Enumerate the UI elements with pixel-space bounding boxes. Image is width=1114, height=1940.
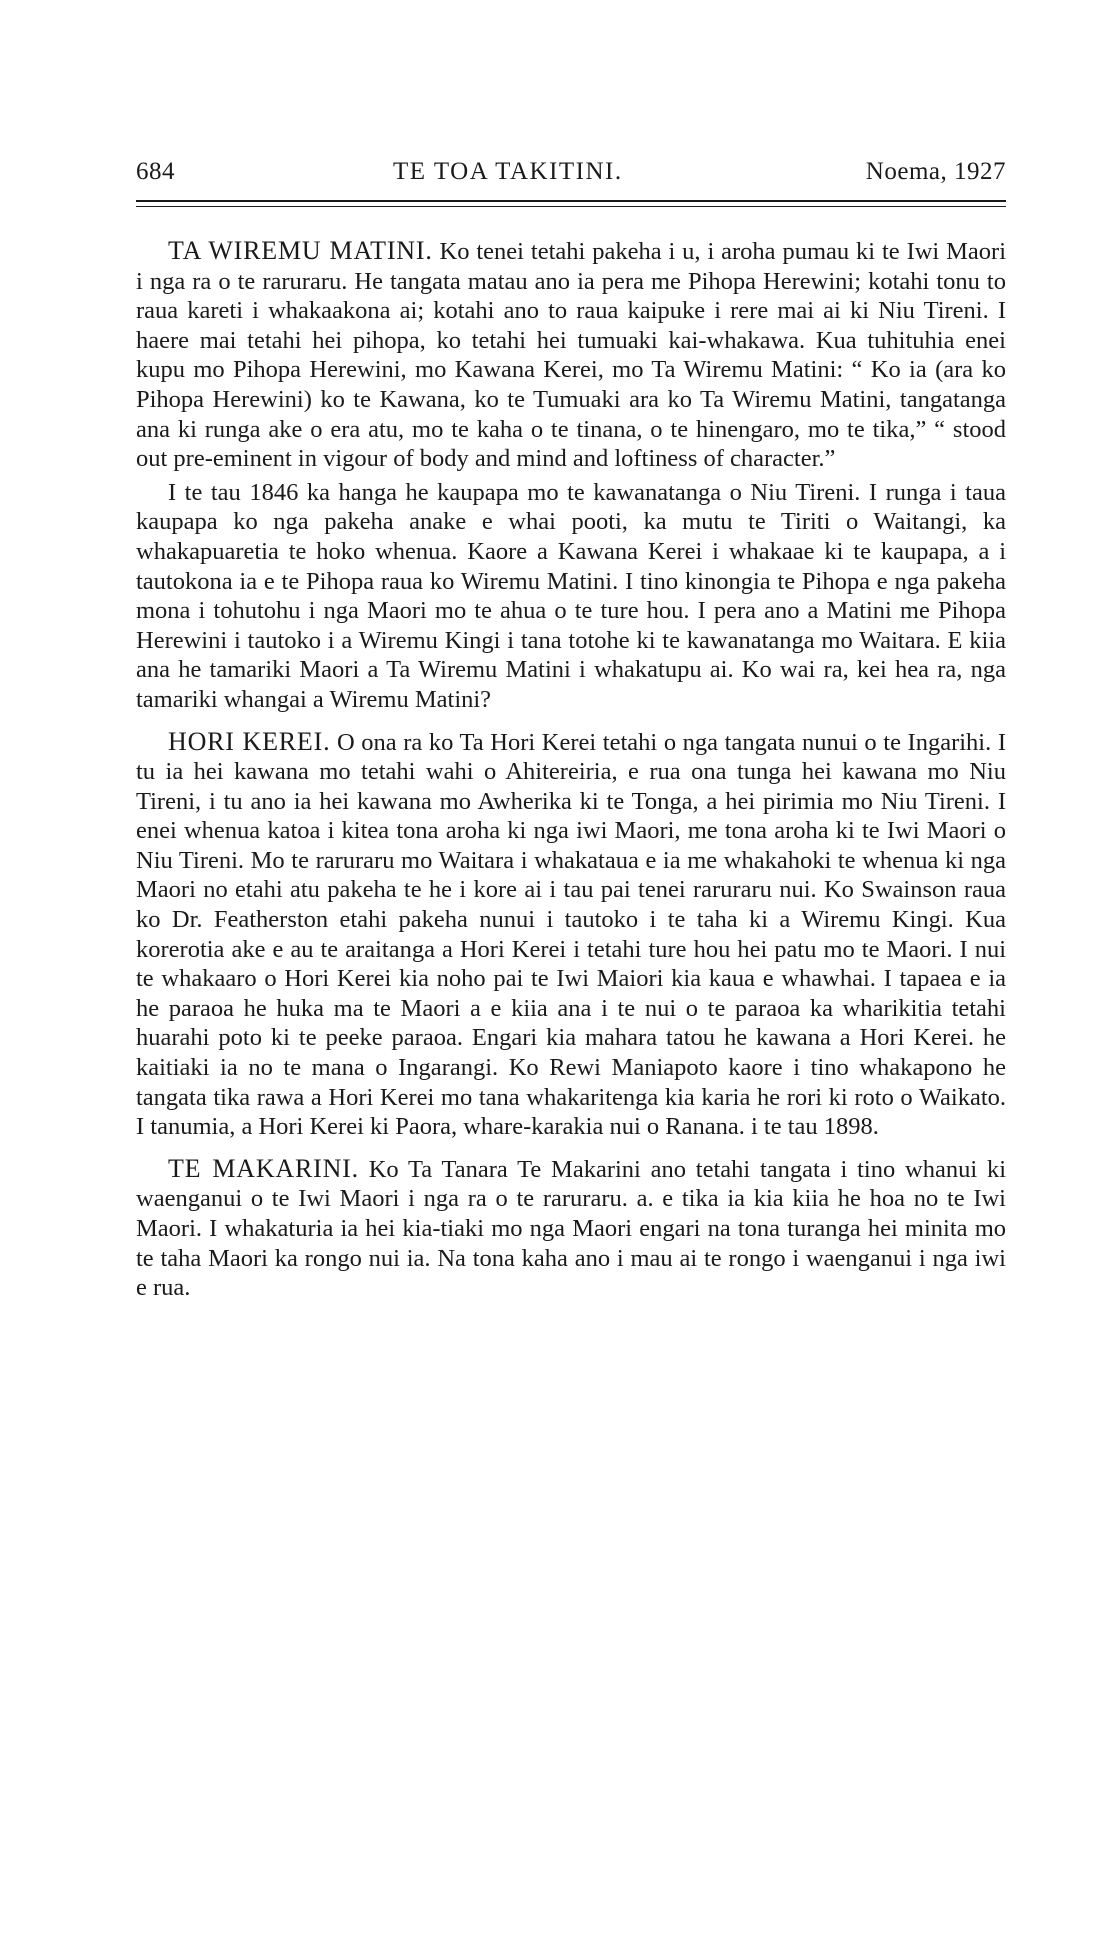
section-heading-te-makarini: TE MAKARINI. [168,1153,359,1183]
section-heading-hori-kerei: HORI KEREI. [168,726,331,756]
paragraph-kaupapa-1846 [136,478,1006,715]
issue-date: Noema, 1927 [865,158,1006,185]
document-page [136,0,1006,1940]
journal-title: TE TOA TAKITINI. [393,158,623,185]
paragraph-text: Ko Ta Tanara Te Makarini ano tetahi tangata i tino whanui ki waenganui o te Iwi Maori i nga ra o te raruraru. a. e tika ia kia kiia he hoa no te Iwi Maori. I whakaturia ia hei kia-tiaki mo nga Maori engari na tona turanga hei minita mo te taha Maori ka rongo nui ia. Na tona kaha ano i mau ai te rongo i waenganui i nga iwi e rua. [136,1155,1007,1302]
paragraph-wiremu-matini [136,236,1006,474]
running-header [136,158,1006,192]
paragraph-text: Ko tenei tetahi pakeha i u, i aroha pumau ki te Iwi Maori i nga ra o te raruraru. He tangata matau ano ia pera me Pihopa Herewini; kotahi tonu to raua kareti i whakaakona ai; kotahi ano to raua kaipuke i rere mai ai ki Niu Tireni. I haere mai tetahi hei pihopa, ko tetahi hei tumuaki kai-whakawa. Kua tuhituhia enei kupu mo Pihopa Herewini, mo Kawana Kerei, mo Ta Wiremu Matini: “ Ko ia (ara ko Pihopa Herewini) ko te Kawana, ko te Tumuaki ara ko Ta Wiremu Matini, tangatanga ana ki runga ake o era atu, mo te kaha o te tinana, o te hinengaro, mo te tika,” “ stood out pre-eminent in vigour of body and mind and loftiness of character.” [136,238,1007,473]
header-rule-thin [136,206,1006,207]
paragraph-text: I te tau 1846 ka hanga he kaupapa mo te kawanatanga o Niu Tireni. I runga i taua kaupapa ko nga pakeha anake e whai pooti, ka mutu te Tiriti o Waitangi, ka whakapuaretia te hoko whenua. Kaore a Kawana Kerei i whakaae ki te kaupapa, a i tautokona ia e te Pihopa raua ko Wiremu Matini. I tino kinongia te Pihopa e nga pakeha mona i tohutohu i nga Maori mo te ahua o te ture hou. I pera ano a Matini me Pihopa Herewini i tautoko i a Wiremu Kingi i tana totohe ki te kawanatanga mo Waitara. E kiia ana he tamariki Maori a Ta Wiremu Matini i whakatupu ai. Ko wai ra, kei hea ra, nga tamariki whangai a Wiremu Matini? [136,478,1006,713]
article-body [136,236,1006,1303]
header-rule-thick [136,200,1006,202]
section-heading-wiremu-matini: TA WIREMU MATINI. [168,236,433,265]
paragraph-text: O ona ra ko Ta Hori Kerei tetahi o nga tangata nunui o te Ingarihi. I tu ia hei kawana mo tetahi wahi o Ahitereiria, e rua ona tunga hei kawana mo Niu Tireni, i tu ano ia hei kawana mo Awherika ki te Tonga, a hei pirimia mo Niu Tireni. I enei whenua katoa i kitea tona aroha ki nga iwi Maori, me tona aroha ki te Iwi Maori o Niu Tireni. Mo te raruraru mo Waitara i whakataua e ia me whakahoki te whenua ki nga Maori no etahi atu pakeha te he i kore ai i tau pai tenei raruraru nui. Ko Swainson raua ko Dr. Featherston etahi pakeha nunui i tautoko i te taha ki a Wiremu Kingi. Kua korerotia ake e au te araitanga a Hori Kerei i tetahi ture hou hei patu mo te Maori. I nui te whakaaro o Hori Kerei kia noho pai te Iwi Maiori kia kaua e whawhai. I tapaea e ia he paraoa he huka ma te Maori a e kiia ana i te nui o te paraoa ka wharikitia tetahi huarahi poto ki te peeke paraoa. Engari kia mahara tatou he kawana a Hori Kerei. he kaitiaki ia no te mana o Ingarangi. Ko Rewi Maniapoto kaore i tino whakapono he tangata tika rawa a Hori Kerei mo tana whakaritenga kia karia he rori ki roto o Waikato. I tanumia, a Hori Kerei ki Paora, whare-karakia nui o Ranana. i te tau 1898. [136,728,1006,1141]
paragraph-hori-kerei [136,727,1006,1142]
page-number: 684 [136,158,175,185]
paragraph-te-makarini [136,1154,1006,1303]
